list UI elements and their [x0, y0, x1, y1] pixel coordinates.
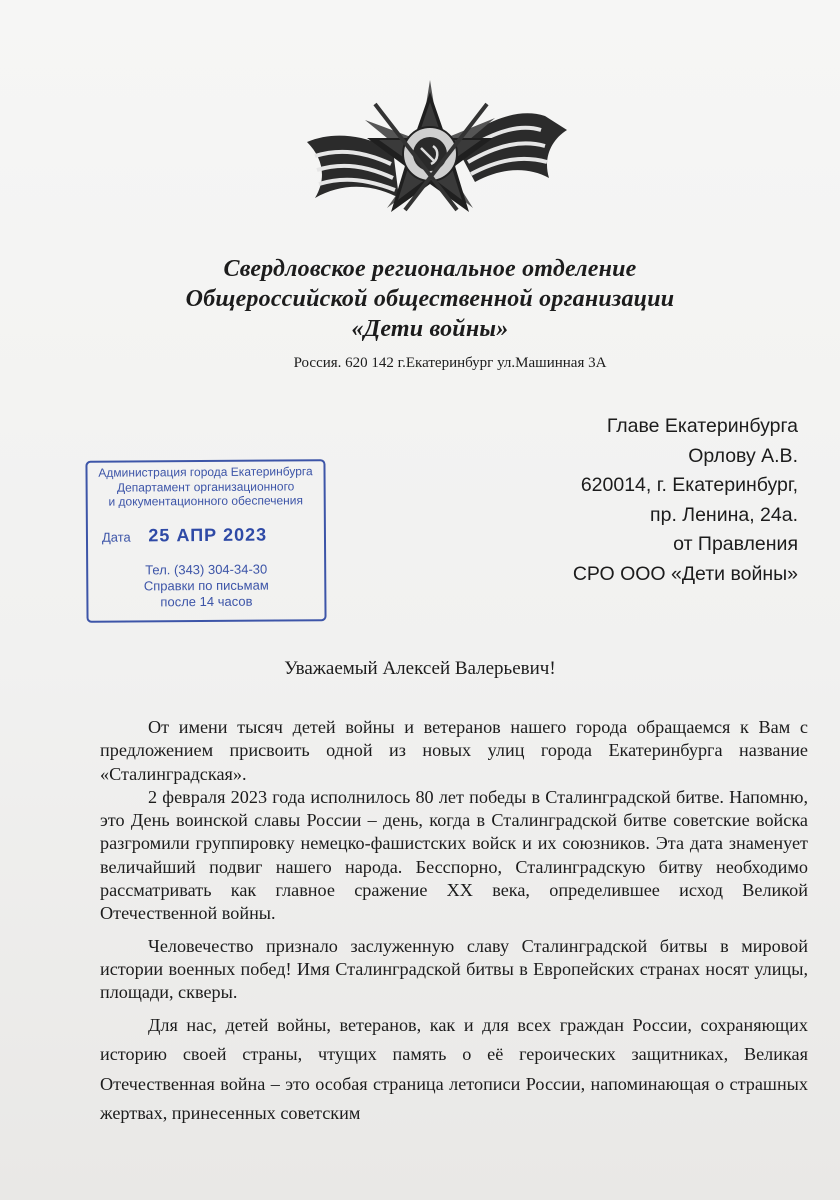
recipient-line: Главе Екатеринбурга	[606, 415, 798, 437]
order-of-patriotic-war-emblem-icon	[305, 78, 570, 238]
recipient-line: 620014, г. Екатеринбург,	[580, 474, 798, 496]
letter-greeting: Уважаемый Алексей Валерьевич!	[284, 658, 556, 679]
recipient-line: СРО ООО «Дети войны»	[572, 562, 798, 585]
stamp-footer-line: Справки по письмам	[143, 577, 269, 593]
stamp-header-line: и документационного обеспечения	[108, 493, 304, 509]
org-title-line-1: Свердловское региональное отделение	[223, 256, 637, 282]
stamp-footer-line: Тел. (343) 304-34-30	[145, 561, 268, 577]
stamp-date-label: Дата	[101, 529, 131, 545]
stamp-date-value: 25 АПР 2023	[148, 524, 268, 545]
stamp-header-line: Департамент организационного	[116, 478, 295, 495]
stamp-footer-line: после 14 часов	[160, 593, 253, 609]
recipient-line: пр. Ленина, 24а.	[650, 503, 798, 526]
body-paragraph: От имени тысяч детей войны и ветеранов нашего города обращаемся к Вам с предложением присвоить одной из новых улиц города Екатеринбурга название «Сталинградская».	[100, 717, 808, 784]
body-paragraph: 2 февраля 2023 года исполнилось 80 лет победы в Сталинградской битве. Напомню, это День воинской славы России – день, когда в Сталинградской битве советские войска разгромили группировку немецко-фашистских войск и их союзников. Эта дата знаменует величайший подвиг нашего народа. Бесспорно, Сталинградскую битву необходимо рассматривать как главное сражение XX века, определившее исход Великой Отечественной войны.	[100, 786, 808, 924]
body-paragraph: Для нас, детей войны, ветеранов, как и для всех граждан России, сохраняющих историю своей страны, чтущих память о её героических защитниках, Великая Отечественная война – это особая страница летописи России, напоминающая о страшных жертвах, принесенных советским	[100, 1014, 808, 1124]
recipient-block	[573, 412, 798, 589]
body-paragraph: Человечество признало заслуженную славу Сталинградской битвы в мировой истории военных побед! Имя Сталинградской битвы в Европейских странах носят улицы, площади, скверы.	[100, 935, 808, 1003]
registration-stamp	[85, 459, 326, 623]
recipient-line: Орлову А.В.	[688, 444, 798, 467]
recipient-line: от Правления	[673, 533, 798, 555]
stamp-date-row	[88, 524, 324, 547]
org-address: Россия. 620 142 г.Екатеринбург ул.Машинная 3А	[293, 355, 607, 371]
org-title-line-3: «Дети войны»	[351, 316, 509, 342]
letter-body	[100, 716, 808, 1129]
org-title-line-2: Общероссийской общественной организации	[185, 286, 675, 312]
stamp-header-line: Администрация города Екатеринбурга	[98, 464, 313, 480]
